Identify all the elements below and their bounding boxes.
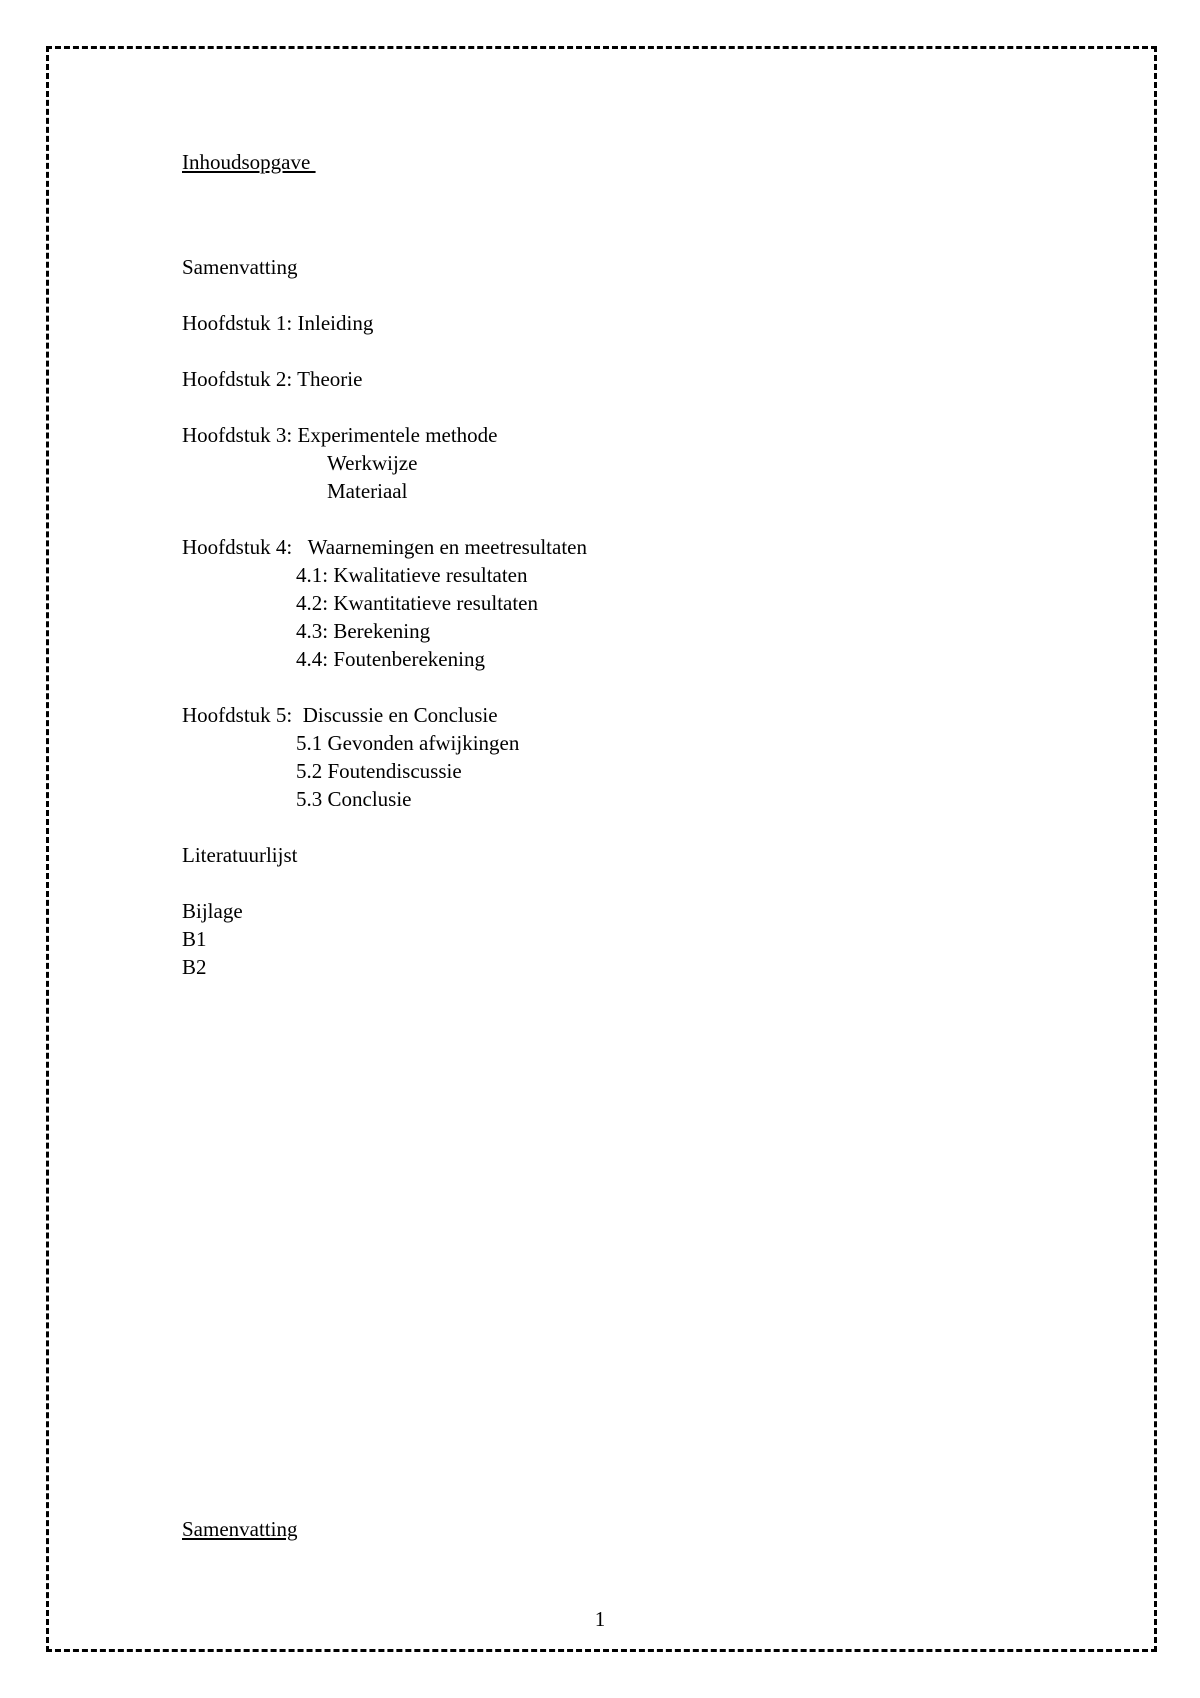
spacer [182, 673, 1082, 701]
toc-subentry-4-1: 4.1: Kwalitatieve resultaten [296, 563, 528, 587]
toc-entry-samenvatting: Samenvatting [182, 255, 298, 279]
spacer [182, 869, 1082, 897]
toc-subentry-5-1: 5.1 Gevonden afwijkingen [296, 731, 520, 755]
toc-entry-hoofdstuk-1: Hoofdstuk 1: Inleiding [182, 311, 374, 335]
toc-subentry-b2: B2 [182, 955, 207, 979]
spacer [182, 505, 1082, 533]
toc-entry-bijlage: Bijlage [182, 899, 243, 923]
toc-subentry-materiaal: Materiaal [327, 479, 408, 503]
toc-title: Inhoudsopgave [182, 150, 316, 174]
toc-subentry-4-4: 4.4: Foutenberekening [296, 647, 485, 671]
page-number: 1 [594, 1607, 606, 1631]
toc-subentry-b1: B1 [182, 927, 207, 951]
toc-subentry-werkwijze: Werkwijze [327, 451, 418, 475]
toc-entry-hoofdstuk-5: Hoofdstuk 5: Discussie en Conclusie [182, 703, 498, 727]
table-of-contents [182, 148, 1082, 981]
section-heading-samenvatting: Samenvatting [182, 1517, 298, 1541]
toc-subentry-4-2: 4.2: Kwantitatieve resultaten [296, 591, 539, 615]
toc-entry-hoofdstuk-2: Hoofdstuk 2: Theorie [182, 367, 363, 391]
spacer [182, 281, 1082, 309]
toc-entry-literatuurlijst: Literatuurlijst [182, 843, 298, 867]
spacer [182, 813, 1082, 841]
toc-subentry-5-3: 5.3 Conclusie [296, 787, 412, 811]
spacer [182, 337, 1082, 365]
toc-subentry-4-3: 4.3: Berekening [296, 619, 431, 643]
spacer [182, 176, 1082, 253]
toc-entry-hoofdstuk-3: Hoofdstuk 3: Experimentele methode [182, 423, 498, 447]
spacer [182, 393, 1082, 421]
toc-entry-hoofdstuk-4: Hoofdstuk 4: Waarnemingen en meetresultaten [182, 535, 587, 559]
toc-subentry-5-2: 5.2 Foutendiscussie [296, 759, 462, 783]
